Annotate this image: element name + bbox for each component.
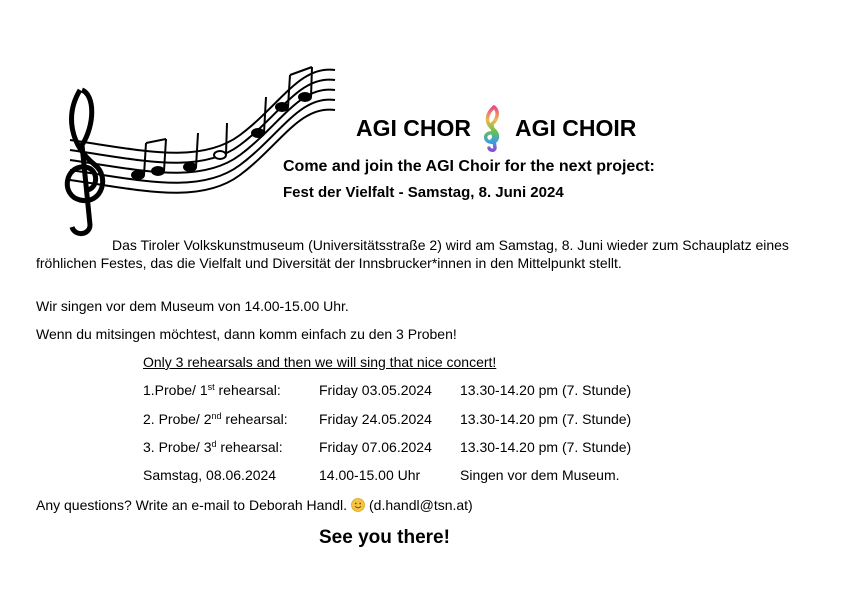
closing-line: See you there!	[319, 527, 450, 548]
rehearsal-time: 13.30-14.20 pm (7. Stunde)	[460, 382, 632, 398]
concert-time: 14.00-15.00 Uhr	[319, 467, 421, 483]
rehearsal-date: Friday 24.05.2024	[319, 411, 432, 427]
concert-date: Samstag, 08.06.2024	[143, 467, 277, 483]
title-german: AGI CHOR	[356, 114, 471, 141]
rehearsal-date: Friday 07.06.2024	[319, 439, 432, 455]
rehearsal-label: 2. Probe/ 2nd rehearsal:	[143, 411, 288, 427]
rehearsal-label: 3. Probe/ 3$^d$ rehearsal:	[143, 439, 283, 455]
event-heading: Fest der Vielfalt - Samstag, 8. Juni 2024	[283, 184, 564, 201]
invitation-line: Wenn du mitsingen möchtest, dann komm einfach zu den 3 Proben!	[36, 326, 457, 342]
rehearsal-time: 13.30-14.20 pm (7. Stunde)	[460, 411, 632, 427]
rehearsal-label: 1.Probe/ 1st rehearsal:	[143, 382, 281, 398]
contact-line	[36, 497, 473, 513]
page-title	[356, 104, 636, 152]
rehearsals-heading: Only 3 rehearsals and then we will sing that nice concert!	[143, 354, 497, 370]
contact-text: Any questions? Write an e-mail to Deborah Handl.	[36, 497, 348, 513]
concert-place: Singen vor dem Museum.	[460, 467, 620, 483]
music-staff-clef-icon	[50, 55, 350, 240]
title-english: AGI CHOIR	[515, 114, 637, 141]
contact-email[interactable]: (d.handl@tsn.at)	[369, 497, 473, 513]
invitation-heading: Come and join the AGI Choir for the next project:	[283, 158, 655, 175]
rehearsal-time: 13.30-14.20 pm (7. Stunde)	[460, 439, 632, 455]
rehearsal-date: Friday 03.05.2024	[319, 382, 432, 398]
smiley-face-icon	[351, 498, 365, 512]
intro-text: Das Tiroler Volkskunstmuseum (Universitätsstraße 2) wird am Samstag, 8. Juni wieder zum Schauplatz eines fröhlichen Festes, das die Vielfalt und Diversität der Innsbrucker*innen in den Mittelpunkt stellt.	[36, 237, 789, 271]
rainbow-treble-clef-icon	[477, 104, 509, 152]
intro-paragraph	[36, 236, 806, 272]
singing-time-line: Wir singen vor dem Museum von 14.00-15.00 Uhr.	[36, 298, 349, 314]
